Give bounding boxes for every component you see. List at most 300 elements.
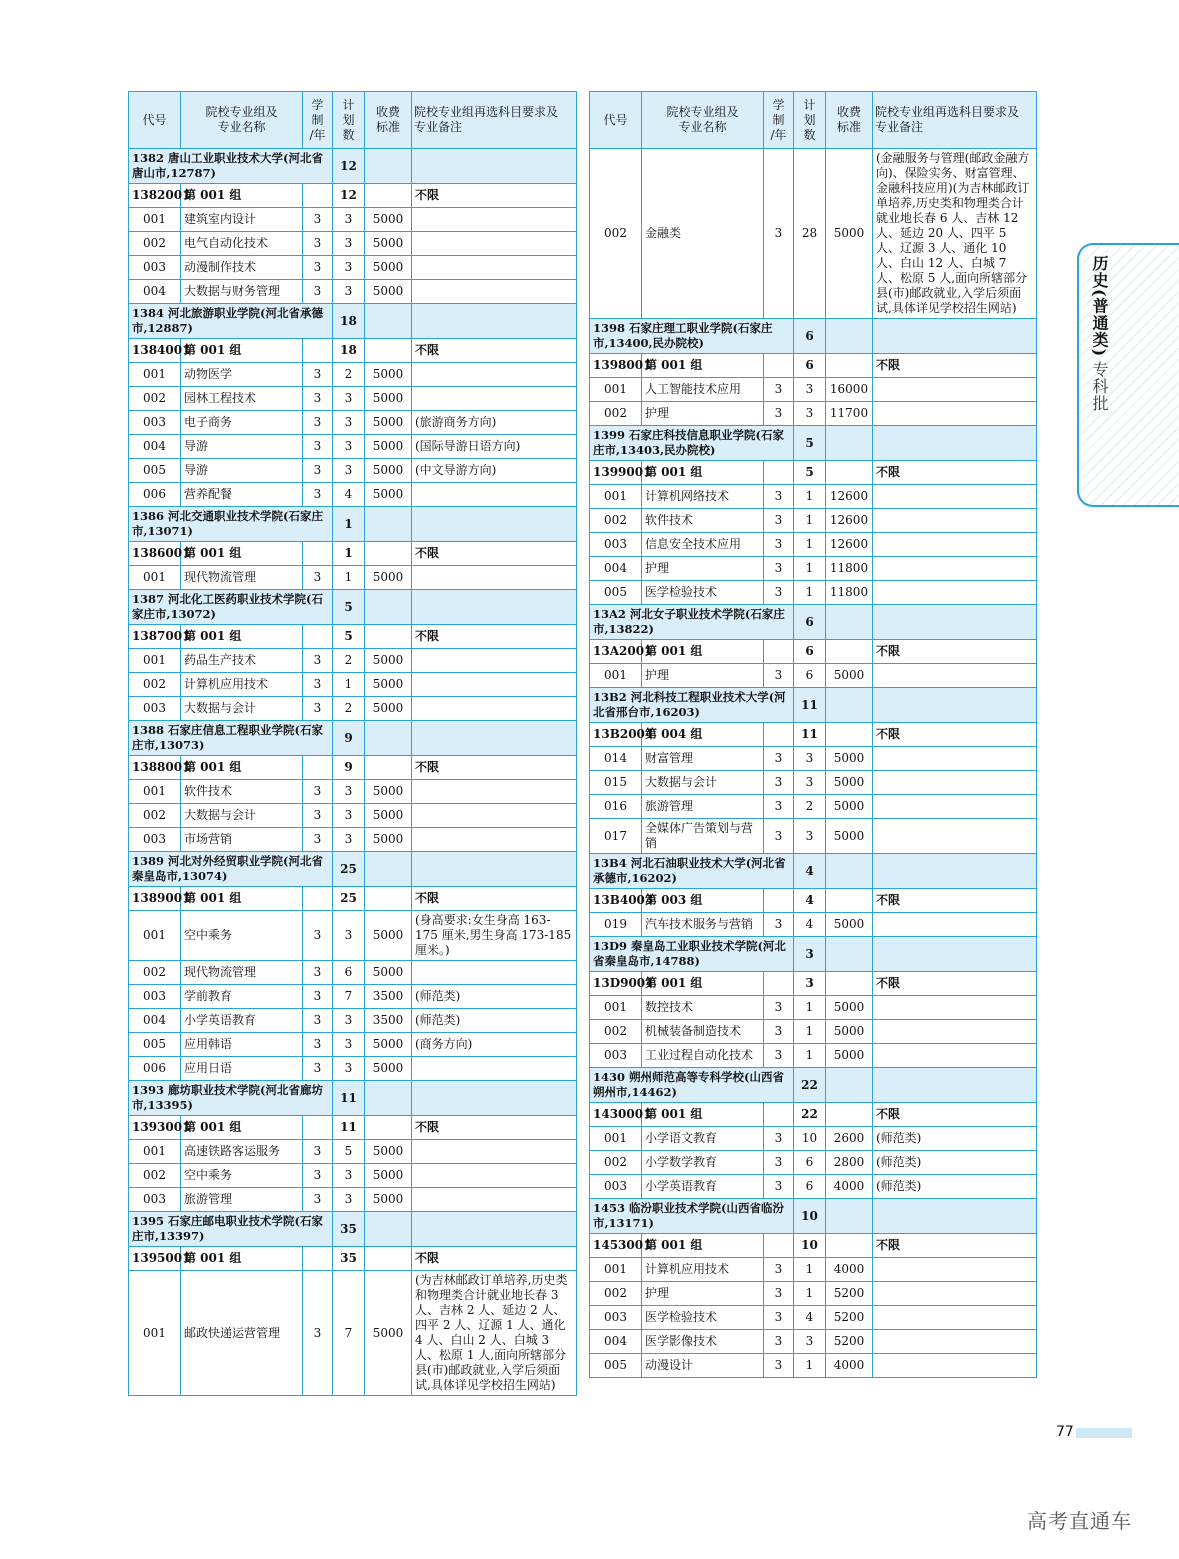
header-name: 院校专业组及 专业名称 bbox=[181, 92, 303, 149]
empty-cell bbox=[365, 339, 412, 363]
empty-cell bbox=[303, 625, 333, 649]
major-plan-count: 1 bbox=[333, 673, 365, 697]
major-fee: 4000 bbox=[826, 1354, 873, 1378]
major-plan-count: 3 bbox=[794, 819, 826, 854]
school-plan-count: 6 bbox=[794, 319, 826, 354]
empty-cell bbox=[873, 1068, 1037, 1103]
group-requirement: 不限 bbox=[412, 339, 577, 363]
major-years: 3 bbox=[764, 557, 794, 581]
major-fee: 2800 bbox=[826, 1151, 873, 1175]
empty-cell bbox=[303, 542, 333, 566]
group-requirement: 不限 bbox=[412, 756, 577, 780]
major-note bbox=[412, 697, 577, 721]
major-plan-count: 3 bbox=[333, 804, 365, 828]
empty-cell bbox=[412, 507, 577, 542]
school-name: 13B4 河北石油职业技术大学(河北省承德市,16202) bbox=[590, 854, 794, 889]
major-note bbox=[412, 232, 577, 256]
empty-cell bbox=[873, 937, 1037, 972]
group-plan-count: 6 bbox=[794, 640, 826, 664]
group-code: 1382001 bbox=[129, 184, 181, 208]
major-name: 护理 bbox=[642, 1282, 764, 1306]
major-note bbox=[873, 1354, 1037, 1378]
empty-cell bbox=[826, 461, 873, 485]
major-note bbox=[873, 485, 1037, 509]
major-plan-count: 3 bbox=[333, 232, 365, 256]
major-row bbox=[129, 1188, 577, 1212]
major-name: 应用日语 bbox=[181, 1057, 303, 1081]
major-code: 003 bbox=[129, 697, 181, 721]
header-fee: 收费 标准 bbox=[365, 92, 412, 149]
major-name: 汽车技术服务与营销 bbox=[642, 913, 764, 937]
group-code: 1388001 bbox=[129, 756, 181, 780]
major-note bbox=[412, 208, 577, 232]
empty-cell bbox=[873, 426, 1037, 461]
major-plan-count: 3 bbox=[333, 780, 365, 804]
empty-cell bbox=[303, 339, 333, 363]
major-plan-count: 6 bbox=[333, 961, 365, 985]
school-row bbox=[129, 304, 577, 339]
major-fee: 5000 bbox=[365, 828, 412, 852]
major-fee: 2600 bbox=[826, 1127, 873, 1151]
major-fee: 4000 bbox=[826, 1175, 873, 1199]
empty-cell bbox=[365, 1116, 412, 1140]
major-fee: 5200 bbox=[826, 1306, 873, 1330]
right-table-header bbox=[590, 92, 1037, 149]
major-row bbox=[129, 780, 577, 804]
major-note: (国际导游日语方向) bbox=[412, 435, 577, 459]
page-number: 77 bbox=[1056, 1424, 1074, 1440]
empty-cell bbox=[826, 937, 873, 972]
major-note bbox=[873, 557, 1037, 581]
empty-cell bbox=[826, 1068, 873, 1103]
school-row bbox=[590, 1068, 1037, 1103]
school-name: 13D9 秦皇岛工业职业技术学院(河北省秦皇岛市,14788) bbox=[590, 937, 794, 972]
major-note bbox=[412, 780, 577, 804]
left-table-body bbox=[129, 149, 577, 1396]
major-name: 计算机网络技术 bbox=[642, 485, 764, 509]
school-plan-count: 35 bbox=[333, 1212, 365, 1247]
side-section-tab bbox=[1077, 243, 1179, 507]
major-fee: 5000 bbox=[365, 1188, 412, 1212]
major-note bbox=[873, 795, 1037, 819]
school-plan-count: 6 bbox=[794, 605, 826, 640]
school-name: 13B2 河北科技工程职业技术大学(河北省邢台市,16203) bbox=[590, 688, 794, 723]
major-fee: 5200 bbox=[826, 1282, 873, 1306]
empty-cell bbox=[764, 1103, 794, 1127]
major-name: 医学检验技术 bbox=[642, 1306, 764, 1330]
major-note bbox=[412, 1188, 577, 1212]
major-plan-count: 3 bbox=[333, 256, 365, 280]
major-plan-count: 10 bbox=[794, 1127, 826, 1151]
major-years: 3 bbox=[303, 911, 333, 961]
major-name: 现代物流管理 bbox=[181, 566, 303, 590]
school-name: 1382 唐山工业职业技术大学(河北省唐山市,12787) bbox=[129, 149, 333, 184]
group-plan-count: 5 bbox=[794, 461, 826, 485]
major-name: 导游 bbox=[181, 435, 303, 459]
school-plan-count: 18 bbox=[333, 304, 365, 339]
header-code: 代号 bbox=[129, 92, 181, 149]
major-name: 空中乘务 bbox=[181, 911, 303, 961]
group-row bbox=[129, 339, 577, 363]
major-name: 工业过程自动化技术 bbox=[642, 1044, 764, 1068]
major-row bbox=[129, 673, 577, 697]
major-fee: 5000 bbox=[365, 483, 412, 507]
group-plan-count: 6 bbox=[794, 354, 826, 378]
major-code: 003 bbox=[129, 1188, 181, 1212]
major-note bbox=[412, 363, 577, 387]
major-row bbox=[590, 1175, 1037, 1199]
group-name: 第 001 组 bbox=[181, 756, 303, 780]
group-plan-count: 11 bbox=[333, 1116, 365, 1140]
major-fee: 5000 bbox=[365, 780, 412, 804]
watermark: 高考直通车 bbox=[1027, 1509, 1132, 1533]
major-years: 3 bbox=[764, 819, 794, 854]
major-plan-count: 3 bbox=[794, 402, 826, 426]
major-years: 3 bbox=[303, 280, 333, 304]
group-code: 1395001 bbox=[129, 1247, 181, 1271]
major-note: (旅游商务方向) bbox=[412, 411, 577, 435]
empty-cell bbox=[365, 184, 412, 208]
major-plan-count: 1 bbox=[794, 1044, 826, 1068]
major-code: 004 bbox=[590, 1330, 642, 1354]
major-note bbox=[412, 1057, 577, 1081]
major-fee: 5000 bbox=[365, 1164, 412, 1188]
major-fee: 5000 bbox=[365, 804, 412, 828]
major-code: 002 bbox=[590, 509, 642, 533]
major-name: 旅游管理 bbox=[181, 1188, 303, 1212]
empty-cell bbox=[365, 756, 412, 780]
empty-cell bbox=[365, 887, 412, 911]
major-years: 3 bbox=[764, 1282, 794, 1306]
school-plan-count: 11 bbox=[333, 1081, 365, 1116]
empty-cell bbox=[826, 688, 873, 723]
major-name: 护理 bbox=[642, 402, 764, 426]
group-plan-count: 1 bbox=[333, 542, 365, 566]
major-plan-count: 2 bbox=[794, 795, 826, 819]
group-name: 第 001 组 bbox=[642, 461, 764, 485]
major-plan-count: 5 bbox=[333, 1140, 365, 1164]
empty-cell bbox=[764, 354, 794, 378]
group-plan-count: 11 bbox=[794, 723, 826, 747]
major-fee: 5000 bbox=[826, 1020, 873, 1044]
major-note: (师范类) bbox=[412, 985, 577, 1009]
major-note bbox=[873, 913, 1037, 937]
group-code: 1386001 bbox=[129, 542, 181, 566]
major-name: 软件技术 bbox=[181, 780, 303, 804]
major-fee: 5000 bbox=[365, 1033, 412, 1057]
major-name: 建筑室内设计 bbox=[181, 208, 303, 232]
major-row bbox=[129, 411, 577, 435]
group-plan-count: 35 bbox=[333, 1247, 365, 1271]
major-code: 003 bbox=[590, 1306, 642, 1330]
major-fee: 5000 bbox=[365, 673, 412, 697]
major-code: 002 bbox=[129, 673, 181, 697]
major-years: 3 bbox=[303, 1057, 333, 1081]
major-years: 3 bbox=[764, 913, 794, 937]
school-plan-count: 25 bbox=[333, 852, 365, 887]
major-note bbox=[412, 1140, 577, 1164]
major-code: 006 bbox=[129, 483, 181, 507]
major-name: 小学英语教育 bbox=[642, 1175, 764, 1199]
empty-cell bbox=[826, 605, 873, 640]
major-fee: 12600 bbox=[826, 509, 873, 533]
major-years: 3 bbox=[764, 1330, 794, 1354]
school-row bbox=[590, 937, 1037, 972]
major-fee: 5000 bbox=[365, 649, 412, 673]
group-row bbox=[590, 1103, 1037, 1127]
major-code: 005 bbox=[590, 581, 642, 605]
school-row bbox=[590, 605, 1037, 640]
major-name: 旅游管理 bbox=[642, 795, 764, 819]
school-row bbox=[129, 149, 577, 184]
major-name: 动漫设计 bbox=[642, 1354, 764, 1378]
major-code: 002 bbox=[590, 402, 642, 426]
empty-cell bbox=[365, 852, 412, 887]
major-name: 药品生产技术 bbox=[181, 649, 303, 673]
major-name: 电气自动化技术 bbox=[181, 232, 303, 256]
major-years: 3 bbox=[303, 1164, 333, 1188]
major-row bbox=[590, 795, 1037, 819]
empty-cell bbox=[412, 852, 577, 887]
major-plan-count: 3 bbox=[794, 1330, 826, 1354]
empty-cell bbox=[303, 887, 333, 911]
major-years: 3 bbox=[764, 1354, 794, 1378]
major-note bbox=[412, 673, 577, 697]
major-row bbox=[129, 804, 577, 828]
major-plan-count: 1 bbox=[794, 1020, 826, 1044]
empty-cell bbox=[365, 721, 412, 756]
major-row bbox=[129, 961, 577, 985]
major-row bbox=[129, 232, 577, 256]
major-note bbox=[412, 387, 577, 411]
major-plan-count: 2 bbox=[333, 649, 365, 673]
group-row bbox=[590, 972, 1037, 996]
school-name: 1389 河北对外经贸职业学院(河北省秦皇岛市,13074) bbox=[129, 852, 333, 887]
major-code: 004 bbox=[590, 557, 642, 581]
major-years: 3 bbox=[303, 961, 333, 985]
major-years: 3 bbox=[764, 402, 794, 426]
major-name: 护理 bbox=[642, 664, 764, 688]
major-plan-count: 3 bbox=[333, 280, 365, 304]
major-name: 护理 bbox=[642, 557, 764, 581]
major-fee: 5000 bbox=[365, 435, 412, 459]
major-code: 001 bbox=[590, 485, 642, 509]
major-fee: 5000 bbox=[826, 149, 873, 319]
major-code: 019 bbox=[590, 913, 642, 937]
empty-cell bbox=[826, 723, 873, 747]
major-name: 数控技术 bbox=[642, 996, 764, 1020]
major-years: 3 bbox=[303, 697, 333, 721]
major-note: (师范类) bbox=[873, 1175, 1037, 1199]
major-row bbox=[590, 1282, 1037, 1306]
major-name: 电子商务 bbox=[181, 411, 303, 435]
group-requirement: 不限 bbox=[412, 542, 577, 566]
major-plan-count: 4 bbox=[794, 1306, 826, 1330]
empty-cell bbox=[873, 319, 1037, 354]
school-row bbox=[129, 852, 577, 887]
school-plan-count: 9 bbox=[333, 721, 365, 756]
school-plan-count: 22 bbox=[794, 1068, 826, 1103]
major-name: 信息安全技术应用 bbox=[642, 533, 764, 557]
left-table-header bbox=[129, 92, 577, 149]
major-years: 3 bbox=[303, 387, 333, 411]
major-fee: 5000 bbox=[365, 411, 412, 435]
school-row bbox=[590, 1199, 1037, 1234]
major-years: 3 bbox=[764, 664, 794, 688]
major-years: 3 bbox=[764, 378, 794, 402]
major-name: 高速铁路客运服务 bbox=[181, 1140, 303, 1164]
header-plan: 计 划 数 bbox=[333, 92, 365, 149]
group-code: 1453001 bbox=[590, 1234, 642, 1258]
school-row bbox=[129, 721, 577, 756]
major-code: 004 bbox=[129, 435, 181, 459]
major-years: 3 bbox=[303, 1009, 333, 1033]
school-name: 1395 石家庄邮电职业技术学院(石家庄市,13397) bbox=[129, 1212, 333, 1247]
major-years: 3 bbox=[303, 1140, 333, 1164]
major-name: 园林工程技术 bbox=[181, 387, 303, 411]
group-plan-count: 10 bbox=[794, 1234, 826, 1258]
major-row bbox=[129, 1164, 577, 1188]
major-note bbox=[412, 961, 577, 985]
left-admissions-table bbox=[128, 91, 577, 1396]
major-years: 3 bbox=[764, 1044, 794, 1068]
major-note: (师范类) bbox=[412, 1009, 577, 1033]
group-name: 第 001 组 bbox=[181, 625, 303, 649]
group-row bbox=[590, 1234, 1037, 1258]
major-fee: 5000 bbox=[826, 747, 873, 771]
major-note bbox=[412, 828, 577, 852]
group-requirement: 不限 bbox=[873, 889, 1037, 913]
major-code: 001 bbox=[129, 1271, 181, 1396]
major-years: 3 bbox=[764, 533, 794, 557]
major-row bbox=[590, 996, 1037, 1020]
empty-cell bbox=[412, 1212, 577, 1247]
school-plan-count: 1 bbox=[333, 507, 365, 542]
major-plan-count: 6 bbox=[794, 1151, 826, 1175]
major-years: 3 bbox=[303, 483, 333, 507]
major-note bbox=[873, 1306, 1037, 1330]
group-requirement: 不限 bbox=[412, 887, 577, 911]
major-plan-count: 1 bbox=[794, 485, 826, 509]
major-years: 3 bbox=[764, 1306, 794, 1330]
right-table-body bbox=[590, 149, 1037, 1378]
major-years: 3 bbox=[303, 459, 333, 483]
major-note bbox=[412, 649, 577, 673]
major-note bbox=[873, 996, 1037, 1020]
major-years: 3 bbox=[303, 804, 333, 828]
major-code: 002 bbox=[590, 1151, 642, 1175]
major-code: 016 bbox=[590, 795, 642, 819]
school-row bbox=[590, 688, 1037, 723]
school-plan-count: 11 bbox=[794, 688, 826, 723]
major-code: 001 bbox=[590, 1258, 642, 1282]
major-plan-count: 3 bbox=[333, 208, 365, 232]
major-row bbox=[590, 1258, 1037, 1282]
major-name: 市场营销 bbox=[181, 828, 303, 852]
major-name: 大数据与财务管理 bbox=[181, 280, 303, 304]
group-code: 1430001 bbox=[590, 1103, 642, 1127]
major-code: 014 bbox=[590, 747, 642, 771]
empty-cell bbox=[303, 184, 333, 208]
major-note bbox=[873, 533, 1037, 557]
group-row bbox=[129, 756, 577, 780]
major-code: 001 bbox=[129, 911, 181, 961]
school-name: 1388 石家庄信息工程职业学院(石家庄市,13073) bbox=[129, 721, 333, 756]
major-plan-count: 28 bbox=[794, 149, 826, 319]
group-name: 第 001 组 bbox=[181, 542, 303, 566]
major-plan-count: 1 bbox=[794, 1282, 826, 1306]
group-row bbox=[129, 1116, 577, 1140]
group-row bbox=[129, 625, 577, 649]
major-fee: 5000 bbox=[365, 387, 412, 411]
group-name: 第 001 组 bbox=[642, 1234, 764, 1258]
major-code: 001 bbox=[129, 780, 181, 804]
school-row bbox=[590, 854, 1037, 889]
major-name: 学前教育 bbox=[181, 985, 303, 1009]
major-years: 3 bbox=[764, 581, 794, 605]
major-years: 3 bbox=[303, 256, 333, 280]
group-row bbox=[129, 184, 577, 208]
group-name: 第 001 组 bbox=[181, 1247, 303, 1271]
major-fee: 5000 bbox=[365, 256, 412, 280]
school-plan-count: 5 bbox=[333, 590, 365, 625]
major-code: 001 bbox=[590, 1127, 642, 1151]
major-plan-count: 2 bbox=[333, 697, 365, 721]
major-name: 动漫制作技术 bbox=[181, 256, 303, 280]
major-row bbox=[590, 1306, 1037, 1330]
group-name: 第 001 组 bbox=[181, 184, 303, 208]
side-tab-batch: 专科批 bbox=[1090, 361, 1109, 413]
major-fee: 5000 bbox=[365, 459, 412, 483]
major-fee: 5000 bbox=[826, 913, 873, 937]
major-years: 3 bbox=[764, 485, 794, 509]
group-requirement: 不限 bbox=[873, 354, 1037, 378]
school-name: 1386 河北交通职业技术学院(石家庄市,13071) bbox=[129, 507, 333, 542]
major-row bbox=[590, 1330, 1037, 1354]
major-fee: 11800 bbox=[826, 557, 873, 581]
group-code: 13A2001 bbox=[590, 640, 642, 664]
major-row bbox=[129, 697, 577, 721]
group-plan-count: 4 bbox=[794, 889, 826, 913]
major-code: 002 bbox=[129, 387, 181, 411]
group-code: 13B4003 bbox=[590, 889, 642, 913]
major-row bbox=[129, 1271, 577, 1396]
empty-cell bbox=[412, 721, 577, 756]
major-note: (身高要求:女生身高 163-175 厘米,男生身高 173-185 厘米。) bbox=[412, 911, 577, 961]
major-fee: 5000 bbox=[365, 208, 412, 232]
major-row bbox=[590, 771, 1037, 795]
school-name: 1387 河北化工医药职业技术学院(石家庄市,13072) bbox=[129, 590, 333, 625]
empty-cell bbox=[826, 426, 873, 461]
group-code: 13D9001 bbox=[590, 972, 642, 996]
major-row bbox=[129, 208, 577, 232]
major-fee: 3500 bbox=[365, 1009, 412, 1033]
major-note bbox=[873, 1258, 1037, 1282]
empty-cell bbox=[826, 1199, 873, 1234]
empty-cell bbox=[764, 723, 794, 747]
group-requirement: 不限 bbox=[873, 640, 1037, 664]
major-note bbox=[412, 804, 577, 828]
group-plan-count: 9 bbox=[333, 756, 365, 780]
empty-cell bbox=[826, 319, 873, 354]
major-note bbox=[412, 256, 577, 280]
group-requirement: 不限 bbox=[412, 1247, 577, 1271]
group-row bbox=[129, 542, 577, 566]
empty-cell bbox=[365, 590, 412, 625]
major-years: 3 bbox=[303, 411, 333, 435]
empty-cell bbox=[365, 304, 412, 339]
school-plan-count: 4 bbox=[794, 854, 826, 889]
